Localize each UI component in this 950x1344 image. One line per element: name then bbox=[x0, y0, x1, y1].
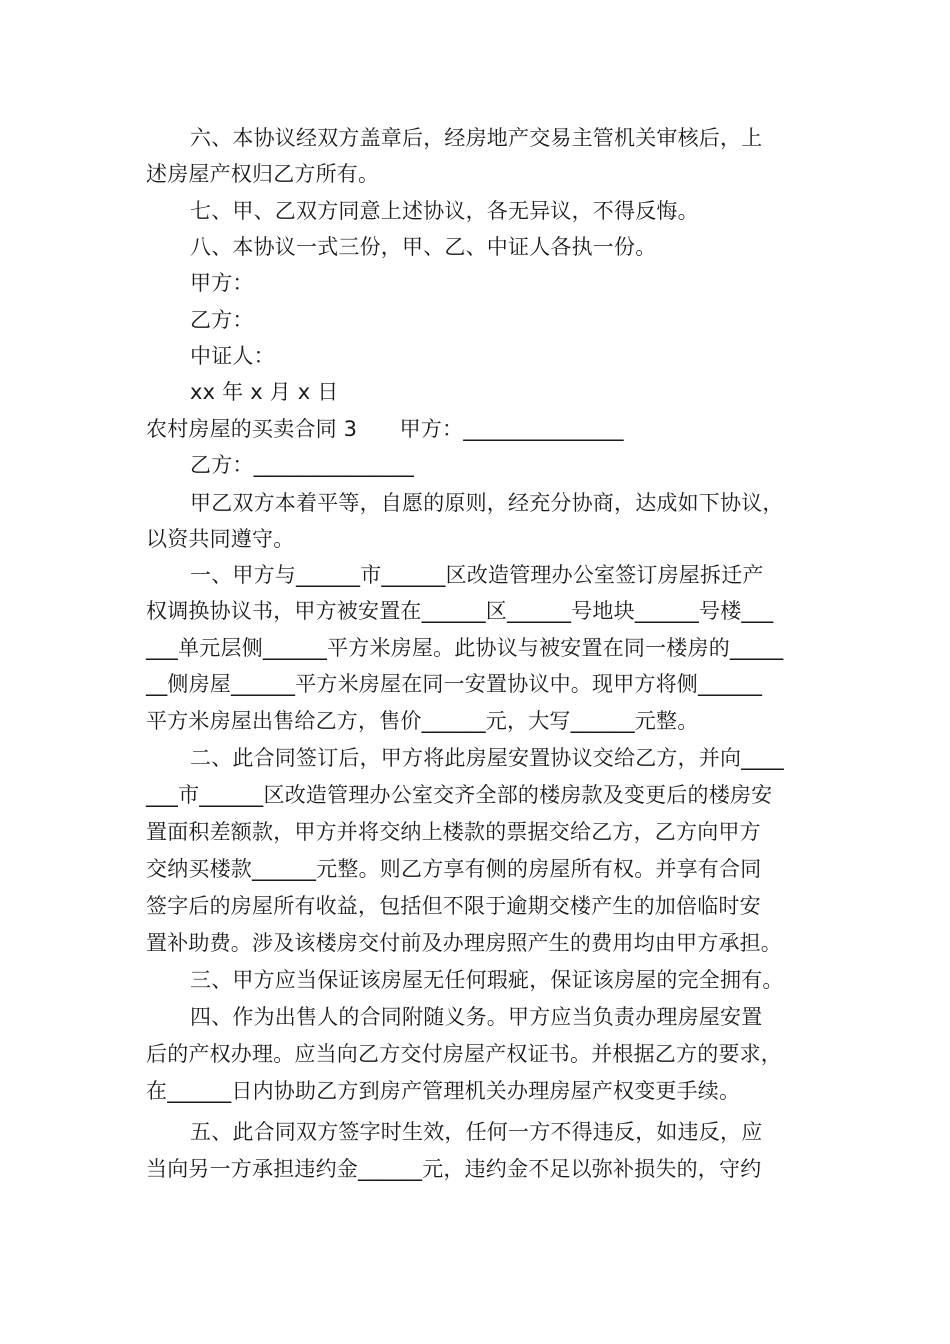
paragraph-line: 五、此合同双方签字时生效，任何一方不得违反，如违反，应 bbox=[190, 1120, 763, 1144]
paragraph-line: 交纳买楼款______元整。则乙方享有侧的房屋所有权。并享有合同 bbox=[146, 857, 762, 881]
paragraph-line: 权调换协议书，甲方被安置在______区______号地块______号楼___ bbox=[146, 599, 774, 623]
party-b-label: 乙方： bbox=[190, 308, 254, 332]
witness-label: 中证人： bbox=[190, 344, 275, 368]
paragraph-line: 当向另一方承担违约金______元，违约金不足以弥补损失的，守约 bbox=[146, 1157, 762, 1181]
section-title-line: 农村房屋的买卖合同 3 甲方：_______________ bbox=[146, 417, 624, 441]
paragraph-line: 后的产权办理。应当向乙方交付房屋产权证书。并根据乙方的要求， bbox=[146, 1042, 782, 1066]
paragraph-line: 以资共同遵守。 bbox=[146, 527, 295, 551]
paragraph-line: 四、作为出售人的合同附随义务。甲方应当负责办理房屋安置 bbox=[190, 1005, 763, 1029]
paragraph-line: ___市______区改造管理办公室交齐全部的楼房款及变更后的楼房安 bbox=[146, 783, 773, 807]
paragraph-line: 置补助费。涉及该楼房交付前及办理房照产生的费用均由甲方承担。 bbox=[146, 931, 782, 955]
party-b-line: 乙方：_______________ bbox=[190, 453, 415, 477]
party-a-label: 甲方： bbox=[190, 271, 254, 295]
paragraph-line: 在______日内协助乙方到房产管理机关办理房屋产权变更手续。 bbox=[146, 1079, 741, 1103]
paragraph-line: 签字后的房屋所有收益，包括但不限于逾期交楼产生的加倍临时安 bbox=[146, 894, 761, 918]
paragraph-line: 甲乙双方本着平等，自愿的原则，经充分协商，达成如下协议， bbox=[190, 491, 784, 515]
paragraph-line: __侧房屋______平方米房屋在同一安置协议中。现甲方将侧______ bbox=[146, 672, 763, 696]
paragraph-line: 置面积差额款，甲方并将交纳上楼款的票据交给乙方，乙方向甲方 bbox=[146, 820, 761, 844]
paragraph-line: 八、本协议一式三份，甲、乙、中证人各执一份。 bbox=[190, 235, 657, 259]
date-line: xx 年 x 月 x 日 bbox=[190, 380, 339, 404]
paragraph-line: 六、本协议经双方盖章后，经房地产交易主管机关审核后，上 bbox=[190, 126, 763, 150]
paragraph-line: 述房屋产权归乙方所有。 bbox=[146, 162, 380, 186]
paragraph-line: 一、甲方与______市______区改造管理办公室签订房屋拆迁产 bbox=[190, 563, 764, 587]
paragraph-line: 平方米房屋出售给乙方，售价______元，大写______元整。 bbox=[146, 709, 699, 733]
paragraph-line: 二、此合同签订后，甲方将此房屋安置协议交给乙方，并向____ bbox=[190, 746, 784, 770]
paragraph-line: 七、甲、乙双方同意上述协议，各无异议，不得反悔。 bbox=[190, 199, 699, 223]
paragraph-line: 三、甲方应当保证该房屋无任何瑕疵，保证该房屋的完全拥有。 bbox=[190, 968, 784, 992]
paragraph-line: ___单元层侧______平方米房屋。此协议与被安置在同一楼房的_____ bbox=[146, 636, 784, 660]
